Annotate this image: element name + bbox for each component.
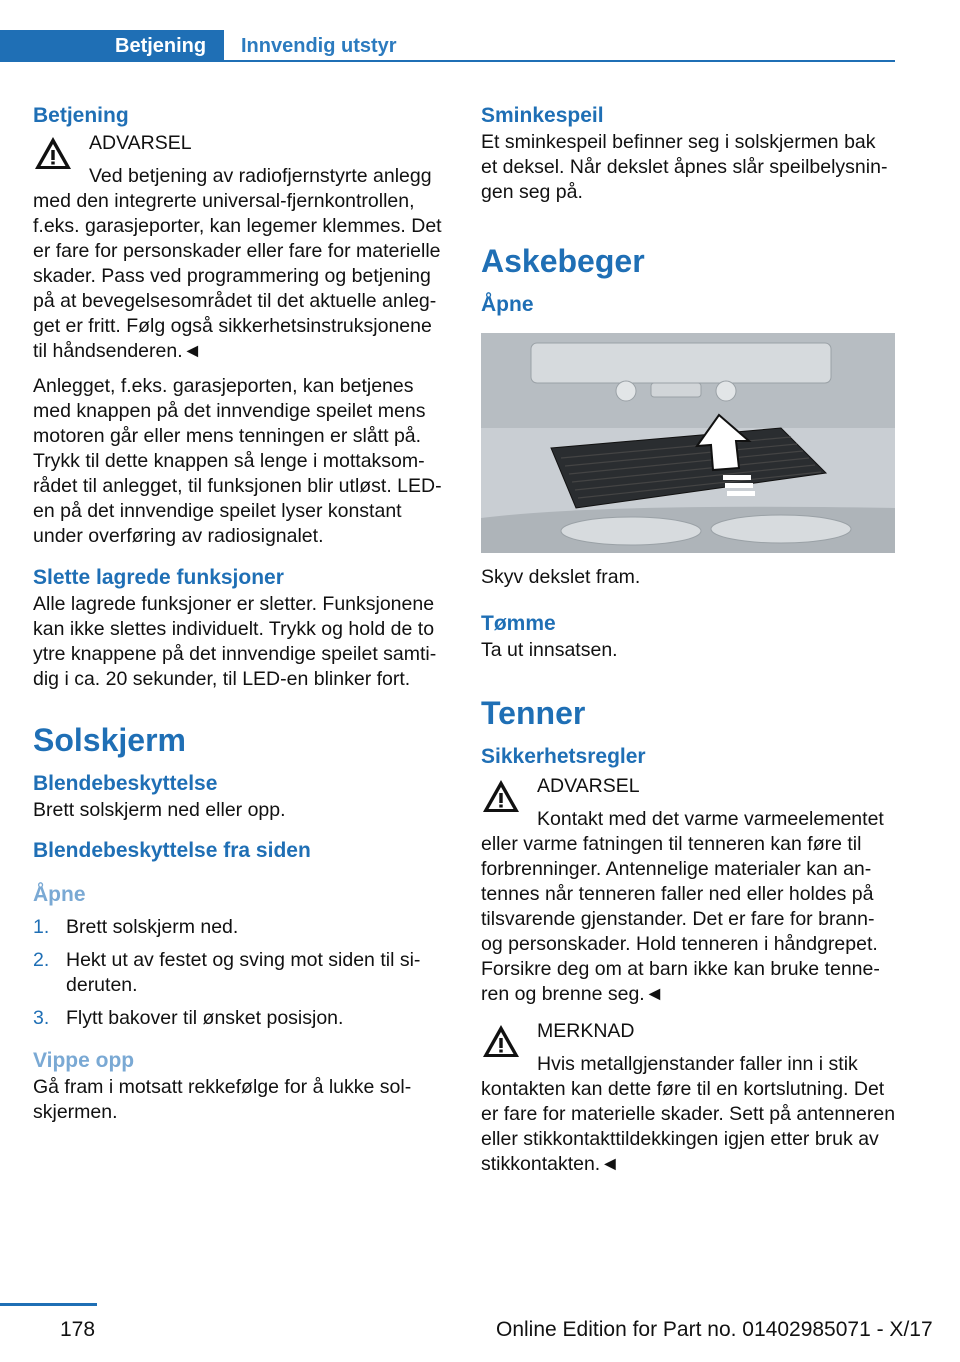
warning-box-radio (33, 131, 448, 364)
header-bar (0, 30, 895, 62)
steps-list (33, 915, 448, 1031)
warning-label: ADVARSEL (89, 132, 192, 154)
notice-box-socket (481, 1019, 896, 1177)
warning-text: med den integrerte universal-fjernkontrollen, f.eks. garasjeporter, kan legemer klemmes. Det er fare for personskader eller fare for materielle skader. Pass ved programmering og betjening på at bevegelsesområdet til det aktuelle anlegget er fritt. Følg også sikkerhetsinstruksjonene til håndsenderen.◄ (33, 190, 442, 362)
paragraph-slette: Alle lagrede funksjoner er sletter. Funksjonene kan ikke slettes individuelt. Trykk og hold de to ytre knappene på det innvendige speilet samtidig i ca. 20 sekunder, til LED-en blinker fort. (33, 593, 437, 690)
section-title-sikkerhet: Sikkerhetsregler (481, 745, 646, 768)
section-title-slette: Slette lagrede funksjoner (33, 566, 284, 589)
paragraph-vippe: Gå fram i motsatt rekkefølge for å lukke solskjermen. (33, 1076, 412, 1123)
tab-betjening[interactable]: Betjening (0, 30, 224, 62)
header-divider (0, 60, 895, 62)
paragraph-sminkespeil: Et sminkespeil befinner seg i solskjermen bak et deksel. Når dekslet åpnes slår speilbelysningen seg på. (481, 131, 888, 203)
warning-text-first: Kontakt med det varme varmeelementet (537, 808, 884, 830)
list-item (33, 1006, 448, 1031)
paragraph-operation: Anlegget, f.eks. garasjeporten, kan betjenes med knappen på det innvendige speilet mens motoren går eller mens tenningen er slått på. Trykk til dette knappen så lenge i mottaksområdet til anlegget, til funksjonen blir utløst. LED-en på det innvendige speilet lyser konstant under overføring av radiosignalet. (33, 375, 442, 547)
edition-text: Online Edition for Part no. 01402985071 - X/17 (496, 1318, 933, 1341)
subsection-title-apne: Åpne (33, 883, 86, 906)
chapter-title-askebeger: Askebeger (481, 243, 645, 279)
warning-triangle-icon (33, 135, 73, 171)
warning-triangle-icon (481, 778, 521, 814)
section-title-betjening: Betjening (33, 104, 129, 127)
section-title-blende-side: Blendebeskyttelse fra siden (33, 839, 311, 862)
ashtray-illustration (481, 333, 895, 553)
step-text: Hekt ut av festet og sving mot siden til sideruten. (66, 949, 421, 996)
footer-divider (0, 1303, 97, 1306)
section-title-blende: Blendebeskyttelse (33, 772, 218, 795)
step-number: 2. (33, 949, 50, 971)
subsection-title-apne-right: Åpne (481, 293, 534, 316)
notice-text-first: Hvis metallgjenstander faller inn i stik (537, 1053, 858, 1075)
left-column (33, 100, 448, 1125)
warning-box-lighter (481, 774, 896, 1007)
list-item (33, 915, 448, 940)
step-number: 3. (33, 1007, 50, 1029)
notice-text: kontakten kan dette føre til en kortslutning. Det er fare for materielle skader. Sett på antenneren eller stikkontakttildekkingen igjen etter bruk av stikkontakten.◄ (481, 1078, 896, 1175)
section-title-tomme: Tømme (481, 612, 556, 635)
section-title-sminkespeil: Sminkespeil (481, 104, 604, 127)
paragraph-tomme: Ta ut innsatsen. (481, 639, 618, 661)
chapter-title-solskjerm: Solskjerm (33, 722, 186, 758)
notice-label: MERKNAD (537, 1020, 635, 1042)
subsection-title-vippe: Vippe opp (33, 1049, 135, 1072)
list-item (33, 948, 448, 998)
warning-text-first: Ved betjening av radiofjernstyrte anlegg (89, 165, 432, 187)
figure-caption: Skyv dekslet fram. (481, 566, 641, 588)
step-number: 1. (33, 916, 50, 938)
warning-text: eller varme fatningen til tenneren kan føre til forbrenninger. Antennelige materialer kan antennes når tenneren faller ned eller holdes på tilsvarende gjenstander. Det er fare for brann- og personskader. Hold tenneren i håndgrepet. Forsikre deg om at barn ikke kan bruke tenneren og brenne seg.◄ (481, 833, 880, 1005)
page-number: 178 (60, 1318, 96, 1341)
tab-innvendig-utstyr[interactable]: Innvendig utstyr (241, 35, 397, 57)
notice-triangle-icon (481, 1023, 521, 1059)
paragraph-blende: Brett solskjerm ned eller opp. (33, 799, 286, 821)
right-column (481, 100, 896, 1177)
warning-label: ADVARSEL (537, 775, 640, 797)
ashtray-figure (481, 333, 895, 553)
step-text: Flytt bakover til ønsket posisjon. (66, 1007, 344, 1029)
step-text: Brett solskjerm ned. (66, 916, 239, 938)
chapter-title-tenner: Tenner (481, 695, 586, 731)
